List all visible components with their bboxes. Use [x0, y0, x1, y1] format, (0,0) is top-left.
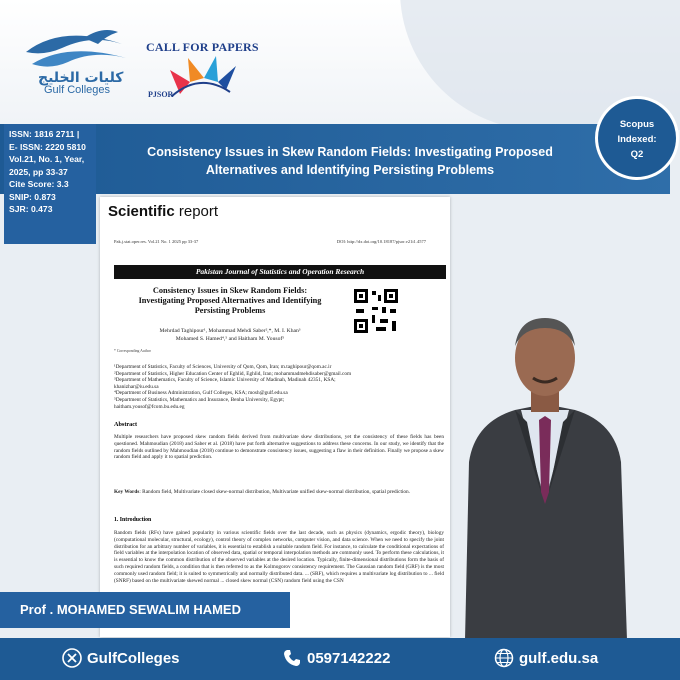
report-rest: report — [174, 203, 219, 220]
affiliation-line: ²Department of Statistics, Higher Education Center of Eghlid, Eghlid, Iran; mohammadmehdisaber@gmail.com — [114, 370, 352, 377]
paper-title-line-2: Investigating Proposed Alternatives and Identifying — [138, 296, 322, 305]
introduction-heading: 1. Introduction — [114, 517, 152, 523]
affiliation-line: haitham.yousof@fcom.bu.edu.eg — [114, 403, 185, 410]
scopus-line-2: Indexed: — [617, 134, 657, 145]
phone-number[interactable] — [282, 648, 390, 668]
phone-icon — [282, 648, 302, 668]
journal-name-bar: Pakistan Journal of Statistics and Operation Research — [114, 265, 446, 279]
keywords — [114, 489, 444, 496]
affiliation-line: khanizhar@iu.edu.sa — [114, 383, 159, 390]
qr-code-icon — [352, 287, 400, 335]
keywords-text: : Random field, Multivariate closed skew-normal distribution, Multivariate unified skew-normal distribution, spatial prediction. — [139, 489, 411, 495]
scopus-line-1: Scopus — [619, 119, 655, 130]
info-sjr: SJR: 0.473 — [9, 204, 53, 214]
journal-info-panel — [4, 124, 96, 244]
paper-citation: Pak.j.stat.oper.res. Vol.21 No. 1 2025 pp 33-37 — [114, 239, 199, 244]
paper-preview — [100, 197, 450, 637]
social-handle-text: GulfColleges — [87, 649, 180, 667]
authors-line-2: Mohamed S. Hamed⁴,⁵ and Haitham M. Yousof⁵ — [175, 336, 285, 342]
corresponding-author-note: * Corresponding Author — [114, 349, 151, 353]
affiliations — [114, 364, 444, 410]
paper-doi: DOI: http://dx.doi.org/10.18187/pjsor.v21i1.4577 — [336, 239, 426, 244]
article-title-line-1: Consistency Issues in Skew Random Fields: Investigating Proposed — [147, 145, 553, 159]
website-text: gulf.edu.sa — [519, 649, 599, 667]
logo-arabic-text: كليات الخليج — [38, 70, 124, 86]
info-volume: Vol.21, No. 1, Year, — [9, 154, 85, 164]
info-issn: ISSN: 1816 2711 | — [9, 129, 80, 139]
website-link[interactable] — [494, 648, 598, 668]
paper-title-line-1: Consistency Issues in Skew Random Fields: — [152, 286, 308, 295]
professor-photo — [455, 292, 635, 640]
article-title-line-2: Alternatives and Identifying Persisting Problems — [205, 163, 495, 177]
paper-authors — [114, 327, 346, 343]
paper-title-line-3: Persisting Problems — [194, 306, 266, 315]
scopus-badge — [595, 96, 679, 180]
x-social-icon — [62, 648, 82, 668]
affiliation-line: ⁵Department of Statistics, Mathematics and Insurance, Benha University, Egypt; — [114, 396, 285, 403]
introduction-text: Random fields (RFs) have gained popularity in various scientific fields over the last decade, such as physics (dynamics, ergodic theory), biology (computational molecular, structural, ecology), control theory of complex networks, computer vision, and data science. When we need to specify the joint distribution for an arbitrary number of variables, it is essential to establish a suitable random field. For instance, to calculate the conditional expectations of field variables at the interpolation location of observed data, spatial or temporal interpolation methods are commonly used. To perform these calculations, it is essential to know the common distribution of the observed variables at the desired location. Typically, finite-dimensional distributions form the basis of such required random fields, a condition that is then referred to as the Kolmogorov consistency requirement. The Gaussian random field (GRF) is the most commonly used random field; it is suited to symmetrically and normally distributed data. ... (SRF), which requires a multivariate log distribution to ... field (SNRF) based on the multivariate skewed normal ... closed skew normal (CSN) random field using the CSN — [114, 530, 444, 584]
affiliation-line: ⁴Department of Business Administration, Gulf Colleges, KSA; mosh@gulf.edu.sa — [114, 390, 288, 397]
scopus-line-3: Q2 — [630, 149, 644, 160]
info-snip: SNIP: 0.873 — [9, 191, 56, 202]
social-handle[interactable] — [62, 648, 180, 668]
contact-footer — [0, 638, 680, 680]
article-title-banner — [110, 143, 590, 179]
authors-line-1: Mehrdad Taghipour¹, Mohammad Mehdi Saber²,*, M. I. Khan³ — [159, 328, 301, 334]
info-eissn: E- ISSN: 2220 5810 — [9, 141, 86, 152]
scientific-report-heading — [108, 203, 218, 220]
report-bold: Scientific — [108, 203, 175, 220]
affiliation-line: ³Department of Mathematics, Faculty of Science, Islamic University of Madinah, Madinah 42351, KSA; — [114, 377, 336, 384]
info-pages: 2025, pp 33-37 — [9, 166, 68, 177]
call-for-papers-title: CALL FOR PAPERS — [146, 40, 259, 54]
phone-text: 0597142222 — [307, 649, 391, 667]
professor-name-banner: Prof . MOHAMED SEWALIM HAMED — [0, 592, 290, 628]
abstract-heading: Abstract — [114, 421, 138, 428]
paper-title — [114, 286, 346, 316]
info-cite-score: Cite Score: 3.3 — [9, 179, 69, 189]
keywords-label: Key Words — [114, 489, 140, 495]
pjsor-label: PJSOR — [148, 90, 174, 99]
abstract-text: Multiple researchers have proposed skew random fields derived from multivariate skew distributions, yet the consistency of these fields has been questioned. Mahmoudian (2018) and Saber et al. (2018) have put forth alternative suggestions to address these concerns. In our study, we identify that the random fields outlined by Mahmoudian (2018) continue to demonstrate consistency issues, suggesting a flaw in their definition. Finally we propose a skew random field and apply it to spatial prediction. — [114, 434, 444, 461]
logo-english-text: Gulf Colleges — [44, 84, 111, 96]
affiliation-line: ¹Department of Statistics, Faculty of Sciences, University of Qom, Qom, Iran; m.taghipour@qom.ac.ir — [114, 364, 332, 370]
globe-icon — [494, 648, 514, 668]
